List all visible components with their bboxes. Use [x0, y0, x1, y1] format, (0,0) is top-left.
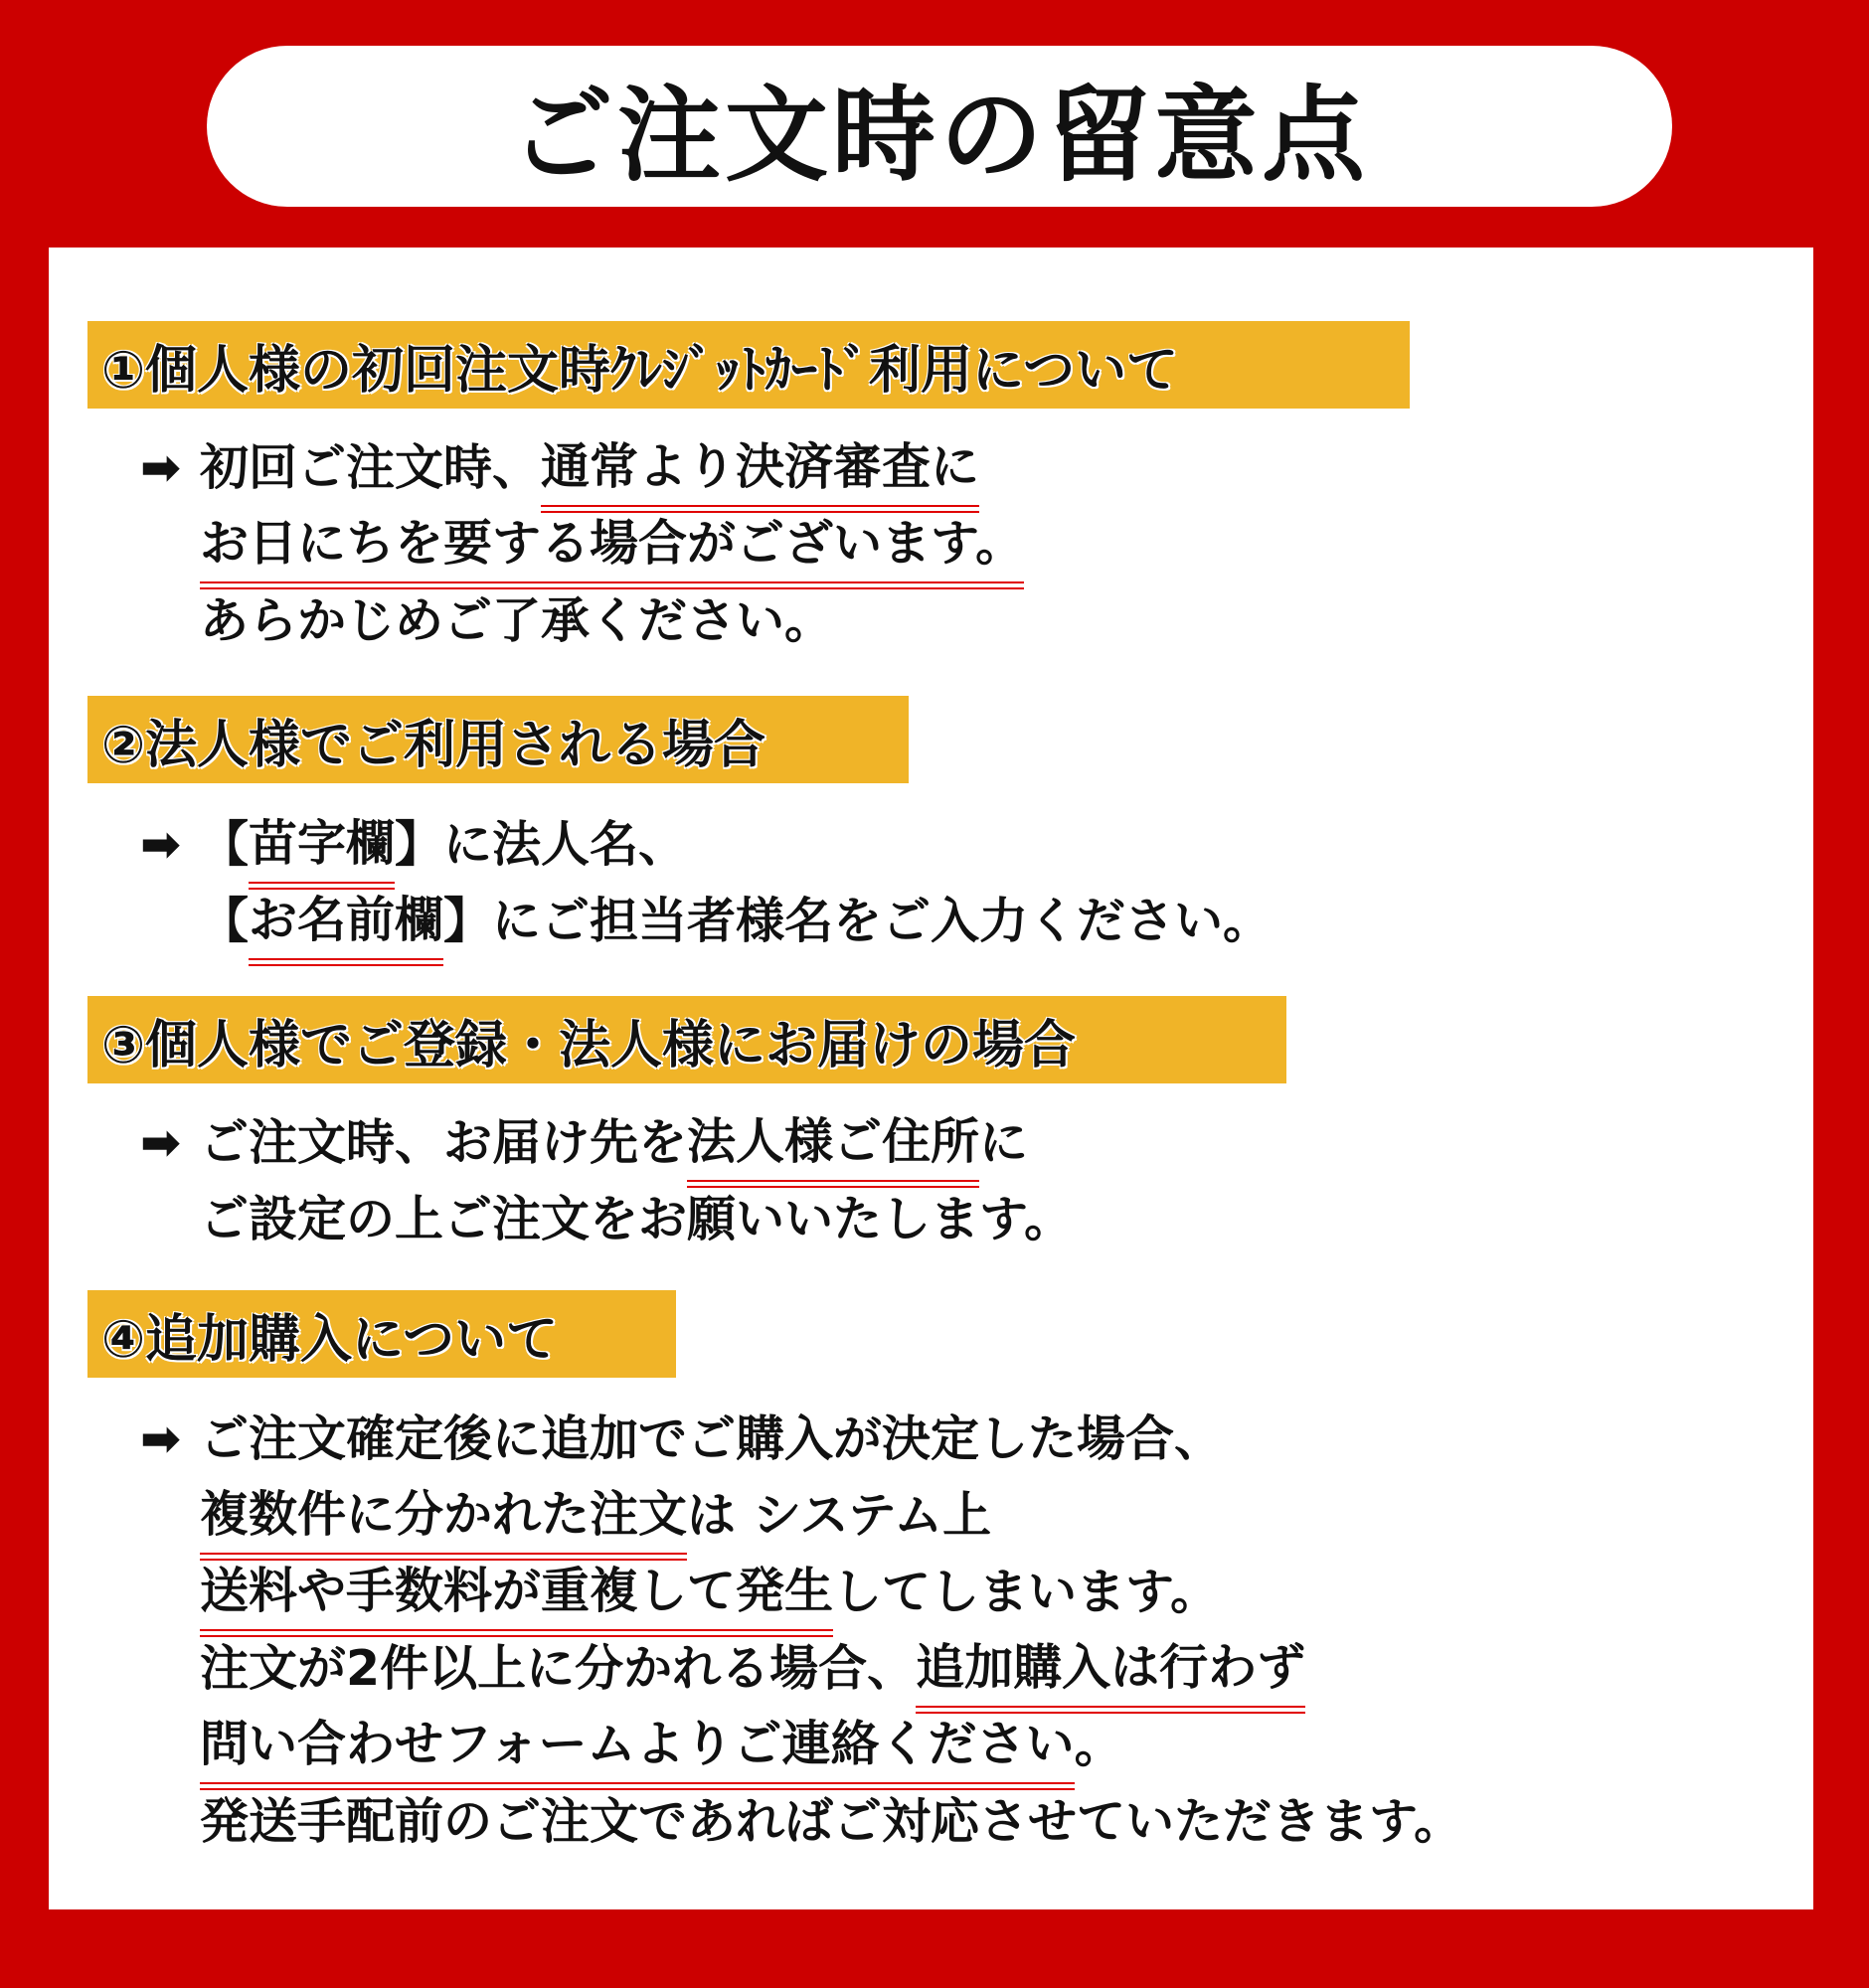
arrow-right-icon: ➡ [140, 816, 182, 873]
body-line: 発送手配前のご注文であればご対応させていただきます。 [200, 1793, 1463, 1850]
section-1-body [140, 429, 1024, 659]
body-line: ➡ ご注文時、お届け先を 法人様ご住所 に [140, 1104, 1073, 1181]
section-4-body [140, 1401, 1462, 1860]
underlined-text: お日にちを要する場合がございます。 [200, 505, 1024, 583]
arrow-right-icon: ➡ [140, 439, 182, 496]
underlined-text: 送料や手数料が重複して発生 [200, 1553, 833, 1631]
section-2-body [140, 806, 1272, 959]
underlined-text: 追加購入は行わず [916, 1629, 1305, 1708]
body-line: ➡ 初回ご注文時、 通常より決済審査に [140, 429, 1024, 506]
body-line: ➡ 【 苗字欄 】に法人名、 [140, 806, 1272, 883]
section-2-heading: ②法人様でご利用される場合 [87, 696, 909, 783]
body-line: ご設定の上ご注文をお願いいたします。 [200, 1191, 1074, 1247]
body-line: 送料や手数料が重複して発生 してしまいます。 [140, 1554, 1462, 1630]
underlined-text: 問い合わせフォームよりご連絡ください [200, 1706, 1075, 1784]
title-banner [207, 46, 1672, 207]
underlined-text: 複数件に分かれた注文 [200, 1476, 687, 1555]
underlined-text: 苗字欄 [249, 805, 395, 884]
underlined-text: 法人様ご住所 [687, 1103, 979, 1182]
section-3-heading: ③個人様でご登録・法人様にお届けの場合 [87, 996, 1286, 1083]
body-line: あらかじめご了承ください。 [200, 592, 834, 649]
body-line: ➡ ご注文確定後に追加でご購入が決定した場合、 [140, 1401, 1462, 1477]
arrow-right-icon: ➡ [140, 1410, 182, 1467]
body-line: 複数件に分かれた注文 は システム上 [140, 1477, 1462, 1554]
underlined-text: お名前欄 [249, 882, 443, 960]
arrow-right-icon: ➡ [140, 1114, 182, 1171]
body-line [140, 506, 1024, 582]
body-line: 注文が2件以上に分かれる場合、 追加購入は行わず [140, 1630, 1462, 1707]
body-line: 問い合わせフォームよりご連絡ください 。 [140, 1707, 1462, 1783]
section-4-heading: ④追加購入について [87, 1290, 676, 1378]
notice-panel [49, 248, 1813, 1909]
body-line: 【 お名前欄 】にご担当者様名をご入力ください。 [140, 883, 1272, 959]
section-1-heading: ①個人様の初回注文時ｸﾚｼﾞｯﾄｶｰﾄﾞ利用について [87, 321, 1410, 409]
section-3-body [140, 1104, 1073, 1257]
page-title: ご注文時の留意点 [509, 75, 1369, 196]
underlined-text: 通常より決済審査に [541, 428, 979, 507]
